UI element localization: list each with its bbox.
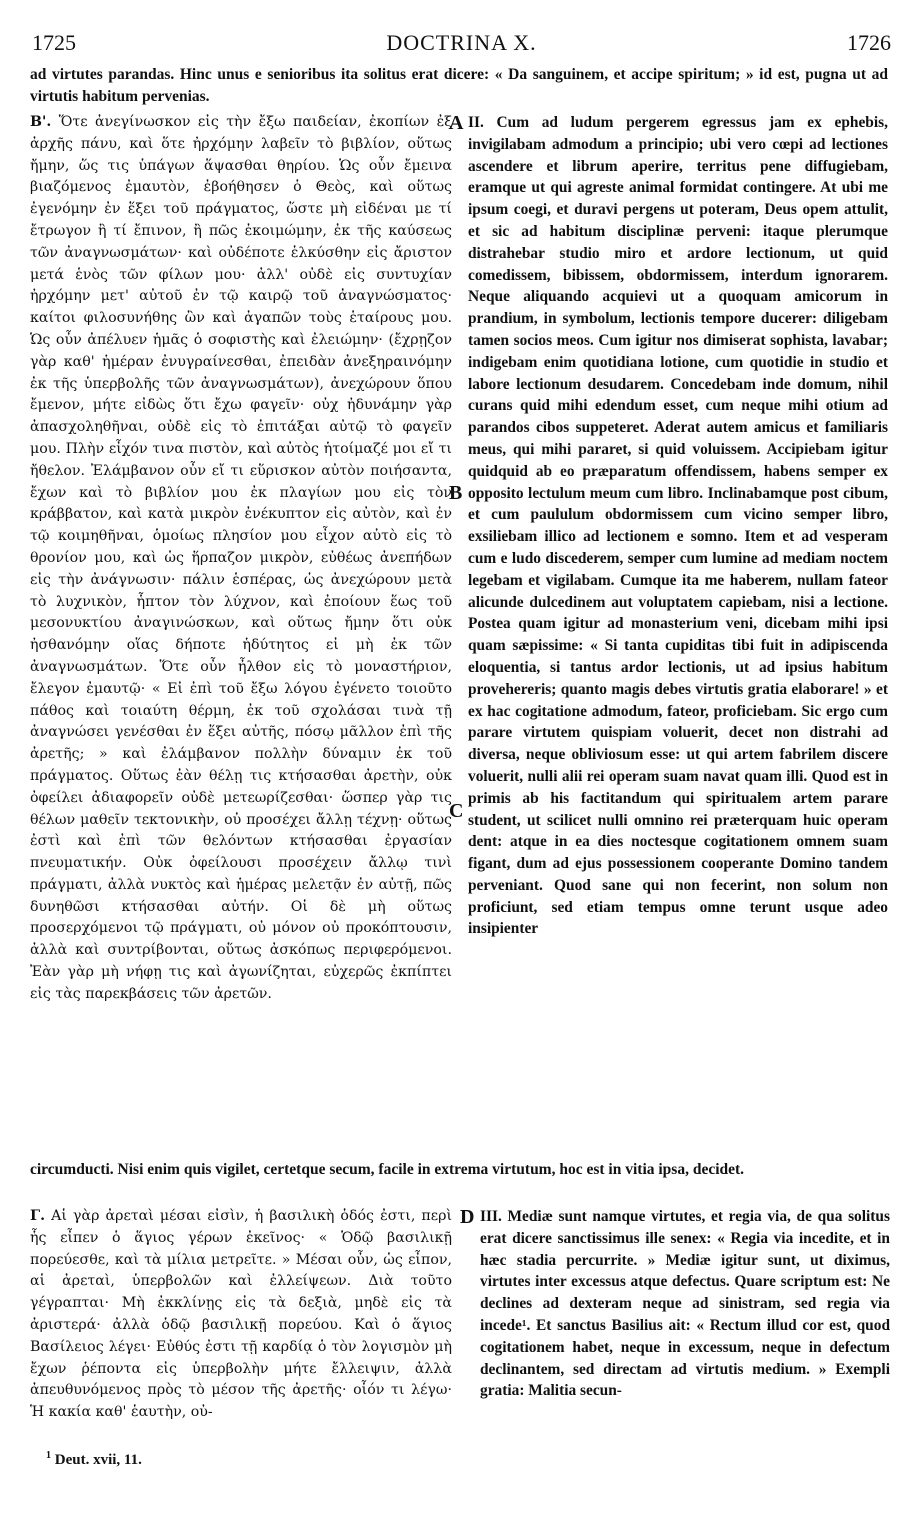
- greek-paragraph: Ὅτε ἀνεγίνωσκον εἰς τὴν ἔξω παιδείαν, ἐκοπίων ἐξ ἀρχῆς πάνυ, καὶ ὅτε ἠρχόμην λαβεῖν τὸ βιβλίον, οὕτως ἤμην, ὥς τις ὑπάγων ἅψασθαι θηρίου. Ὡς οὖν ἔμεινα βιαζόμενος ἐμαυτὸν, ἐβοήθησεν ὁ Θεὸς, καὶ οὕτως ἐγενόμην ἐν ἕξει τοῦ πράγματος, ὥστε μὴ εἰδέναι με τί ἔτρωγον ἢ τί ἔπινον, ἢ πῶς ἐκοιμώμην, ἐκ τῆς καύσεως τῶν ἀναγνωσμάτων· καὶ οὐδέποτε ἑλκύσθην εἰς ἄριστον μετά ἑνὸς τῶν φίλων μου· ἀλλ' οὐδὲ εἰς συντυχίαν ἠρχόμην μετ' αὐτοῦ ἐν τῷ καιρῷ τοῦ ἀναγνώσματος· καίτοι φιλοσυνήθης ὢν καὶ ἀγαπῶν τοὺς ἑταίρους μου. Ὡς οὖν ἀπέλυεν ἡμᾶς ὁ σοφιστὴς καὶ ἐλειώμην· (ἔχρῃζον γὰρ καθ' ἡμέραν ἐνυγραίνεσθαι, ἐπειδὰν ἀνεξηραινόμην ἐκ τῆς ὑπερβολῆς τῶν ἀναγνωσμάτων), ἀνεχώρουν ὅπου ἔμενον, μήτε εἰδὼς ὅτι ἔχω φαγεῖν· οὐχ ἠδυνάμην γὰρ ἀπασχοληθῆναι, οὐδὲ εἰς τὸ ἐπιτάξαι αὐτῷ τὸ φαγεῖν μου. Πλὴν εἶχόν τινα πιστὸν, καὶ αὐτὸς ἡτοίμαζέ μοι εἴ τι ἤθελον. Ἐλάμβανον οὖν εἴ τι εὕρισκον αὐτὸν ποιήσαντα, ἔχων καὶ τὸ βιβλίον μου ἐκ πλαγίων μου εἰς τὸν κράββατον, καὶ κατὰ μικρὸν ἐνέκυπτον εἰς αὐτὸν, καὶ ἐν τῷ κοιμηθῆναι, ὁμοίως πλησίον μου εἶχον αὐτὸ εἰς τὸ θρονίον μου, καὶ ὡς ἥρπαζον μικρὸν, εὐθέως ἀνεπήδων εἰς τὴν ἀνάγνωσιν· πάλιν ἑσπέρας, ὡς ἀνεχώρουν μετὰ τὸ λυχνικὸν, ἧπτον τὸν λύχνον, καὶ ἐποίουν ἕως τοῦ μεσονυκτίου ἀναγινώσκων, καὶ οὕτως ἤμην ὅτι οὐκ ἠσθανόμην οἵας δήποτε ἡδύτητος εἰ μὴ ἐκ τῶν ἀναγνωσμάτων. Ὅτε οὖν ἦλθον εἰς τὸ μοναστήριον, ἔλεγον ἐμαυτῷ· « Εἰ ἐπὶ τοῦ ἔξω λόγου ἐγένετο τοιοῦτο πάθος καὶ τοιαύτη θέρμη, ἐκ τοῦ σχολάσαι τινὰ τῇ ἀναγνώσει γενέσθαι ἐν ἕξει αὐτῆς, πόσῳ μᾶλλον ἐπὶ τῆς ἀρετῆς; » καὶ ἐλάμβανον πολλὴν δύναμιν ἐκ τοῦ πράγματος. Οὕτως ἐὰν θέλῃ τις κτήσασθαι ἀρετὴν, οὐκ ὀφείλει ἀδιαφορεῖν οὐδὲ μετεωρίζεσθαι· ὥσπερ γὰρ τις θέλων μαθεῖν τεκτονικὴν, οὐ προσέχει ἄλλῃ τέχνῃ· οὕτως ἐστὶ καὶ ἐπὶ τῶν θελόντων κτήσασθαι ἐργασίαν πνευματικήν. Οὐκ ὀφείλουσι προσέχειν ἄλλῳ τινὶ πράγματι, ἀλλὰ νυκτὸς καὶ ἡμέρας μελετᾷν ἐν αὐτῇ, πῶς δυνηθῶσι κτήσασθαι αὐτήν. Οἱ δὲ μὴ οὕτως προσερχόμενοι τῷ πράγματι, οὐ μόνον οὐ προκόπτουσιν, ἀλλὰ καὶ συντρίβονται, οὕτως ἀσκόπως περιφερόμενοι. Ἐὰν γὰρ μὴ νήφῃ τις καὶ ἀγωνίζηται, εὐχερῶς ἐκπίπτει εἰς τὰς παρεκβάσεις τῶν ἀρετῶν.: [30, 114, 452, 1002]
- latin-column-section-2: [468, 112, 888, 940]
- greek-column-section-2: [30, 112, 452, 1006]
- margin-marker-a: A: [449, 112, 464, 134]
- section-number: Γ.: [30, 1208, 46, 1224]
- full-width-continuation: circumducti. Nisi enim quis vigilet, certetque secum, facile in extrema virtutum, hoc est in vitia ipsa, decidet.: [30, 1161, 745, 1178]
- footnote-mark: 1: [46, 1450, 51, 1461]
- section-number: Β'.: [30, 114, 52, 130]
- page-number-left: 1725: [32, 30, 76, 55]
- footnote-text: Deut. xvii, 11.: [54, 1452, 142, 1468]
- section-number: III.: [480, 1208, 502, 1225]
- latin-column-section-3: [480, 1206, 890, 1402]
- lead-paragraph: ad virtutes parandas. Hinc unus e senioribus ita solitus erat dicere: « Da sanguinem, et accipe spiritum; » id est, pugna ut ad virtutis habitum pervenias.: [30, 66, 888, 105]
- latin-paragraph: Mediæ sunt namque virtutes, et regia via, de qua solitus erat dicere sanctissimus ille senex: « Regia via incedite, et in hæc stadia percurrite. » Mediæ igitur sunt, ut diximus, virtutes inter excessus atque defectus. Quare scriptum est: Ne declines ad dexteram neque ad sinistram, sed regia via incede¹. Et sanctus Basilius ait: « Rectum illud cor est, quod cogitationem habet, neque in excessum, neque in defectum declinantem, sed directam ad virtutis medium. » Exempli gratia: Malitia secun-: [480, 1208, 890, 1400]
- running-title: DOCTRINA X.: [386, 30, 537, 55]
- page-number-right: 1726: [847, 30, 891, 55]
- margin-marker-b: B: [449, 482, 463, 504]
- running-header: [32, 30, 891, 64]
- section-number: II.: [468, 114, 484, 131]
- margin-marker-c: C: [449, 800, 464, 822]
- greek-paragraph: Αἱ γὰρ ἀρεταὶ μέσαι εἰσὶν, ἡ βασιλικὴ ὁδός ἐστι, περὶ ἧς εἶπεν ὁ ἅγιος γέρων ἐκεῖνος· « Ὁδῷ βασιλικῇ πορεύεσθε, καὶ τὰ μίλια μετρεῖτε. » Μέσαι οὖν, ὡς εἶπον, αἱ ἀρεταὶ, ὑπερβολῶν καὶ ἐλλείψεων. Διὰ τοῦτο γέγραπται· Μὴ ἐκκλίνῃς εἰς τὰ δεξιὰ, μηδὲ εἰς τὰ ἀριστερά· ἀλλὰ ὁδῷ βασιλικῇ πορεύου. Καὶ ὁ ἅγιος Βασίλειος λέγει· Εὐθύς ἐστι τῇ καρδίᾳ ὁ τὸν λογισμὸν μὴ ἔχων ῥέποντα εἰς ὑπερβολὴν μήτε ἔλλειψιν, ἀλλὰ ἀπευθυνόμενος πρὸς τὸ μέσον τῆς ἀρετῆς· οἷόν τι λέγω· Ἡ κακία καθ' ἑαυτὴν, οὐ-: [30, 1208, 453, 1421]
- latin-paragraph: Cum ad ludum pergerem egressus jam ex ephebis, invigilabam admodum a principio; ubi vero cœpi ad lectiones ascendere et librum aperire, territus pene diffugiebam, eramque ut qui agreste animal formidat contingere. At ubi me ipsum coegi, et duravi pergens ut poteram, Deus opem attulit, et sic ad habitum disciplinæ perveni: itaque plerumque distrahebar studio miro et ardore lectionum, ut quid comedissem, bibissem, obdormissem, interdum ignorarem. Neque aliquando acquievi ut a quoquam amicorum in prandium, in symbolum, lectionis tempore ducerer: diligebam tamen socios meos. Cum igitur nos dimiserat sophista, lavabar; indigebam enim quotidiana lotione, cum quotidie in studio et labore lectionum desudarem. Concedebam inde domum, nihil curans quid mihi edendum esset, cum neque mihi otium ad parandos cibos suppeteret. Aderat autem amicus et familiaris meus, qui mihi pararet, si quid voluissem. Accipiebam igitur quidquid ab eo præparatum offendissem, habens semper ex opposito lectulum meum cum libro. Inclinabamque post cibum, et cum paululum obdormissem cum vicino semper libro, exsiliebam illico ad lectionem e somno. Item et ad vesperam cum e ludo discederem, semper cum lumine ad mediam noctem legebam et vigilabam. Cumque ita me haberem, nullam fateor alicunde dulcedinem aut voluptatem capiebam, nisi a lectione. Postea quam igitur ad monasterium veni, dicebam mihi ipsi quam sæpissime: « Si tanta cupiditas tibi fuit in adipiscenda eloquentia, si tantus ardor lectionis, ut ad ipsius habitum provehereris; quanto magis debes virtutis gratia elaborare! » et ex hac cogitatione admodum, fateor, proficiebam. Sic ergo cum parare virtutem quispiam voluerit, decet non distrahi ad diversa, neque obliviosum esse: ut qui artem fabrilem discere voluerit, nulli alii rei operam suam navat quam illi. Quod est in primis ab his factitandum qui spiritualem artem parare student, ut scilicet nulli omnino rei præterquam huic operam dent: atque in ea dies noctesque cogitationem omnem suam figant, dum ad ejus possessionem cooperante Domino tandem perveniant. Quod sane qui non fecerint, non solum non proficiunt, sed etiam tempus omne terunt usque adeo insipienter: [468, 114, 888, 938]
- margin-marker-d: D: [460, 1206, 475, 1228]
- greek-column-section-3: [30, 1206, 452, 1424]
- footnote: [46, 1450, 142, 1469]
